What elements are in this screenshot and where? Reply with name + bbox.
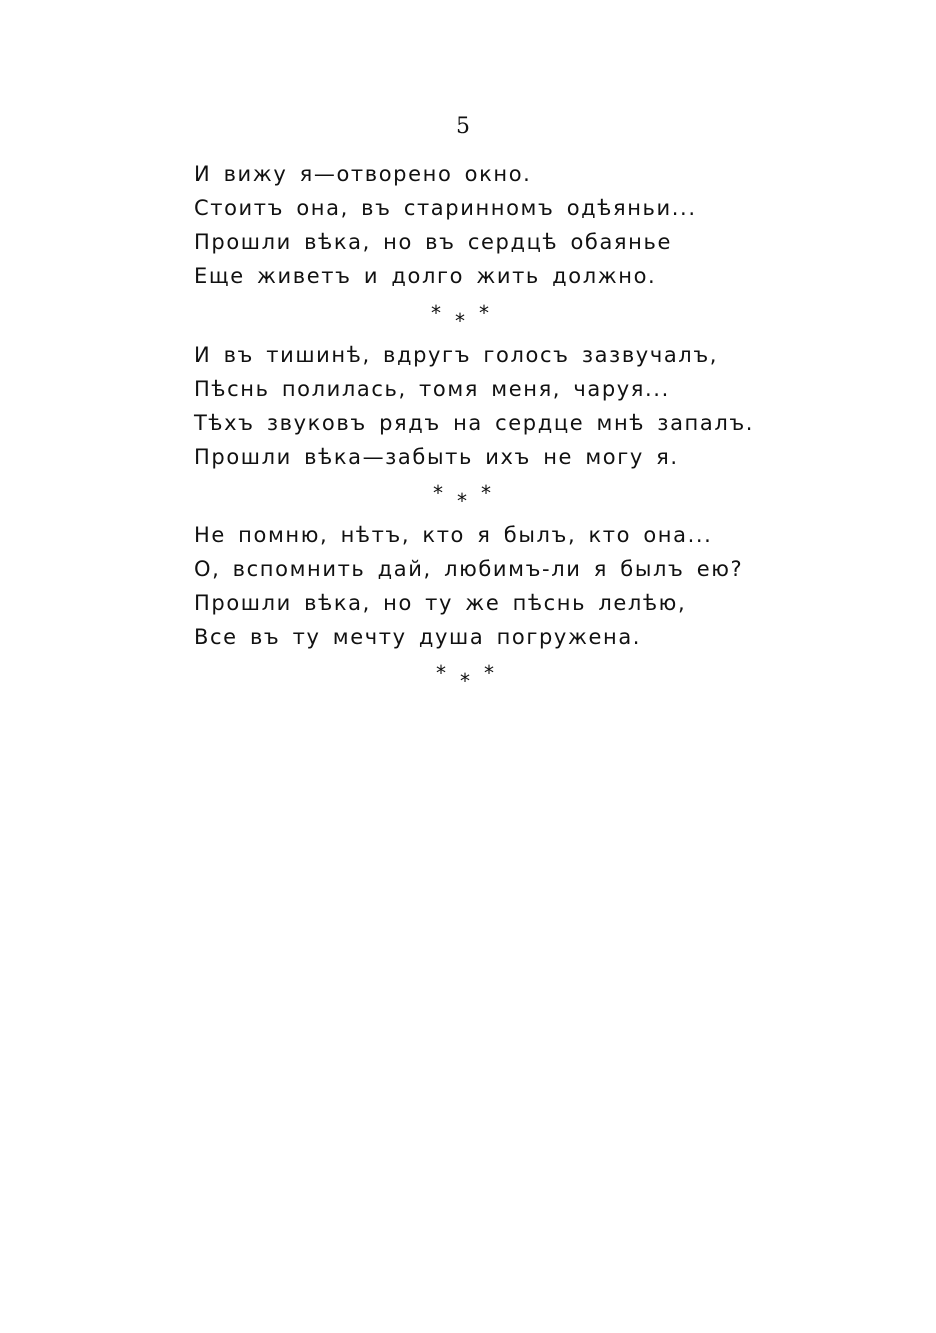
asterisk: * — [433, 481, 443, 505]
verse-line: Все въ ту мечту душа погружена. — [194, 625, 642, 649]
verse-line: Не помню, нѣтъ, кто я былъ, кто она... — [194, 523, 713, 547]
asterism-divider — [433, 483, 513, 517]
verse-line: О, вспомнить дай, любимъ-ли я былъ ею? — [194, 557, 744, 581]
stanza-2 — [194, 338, 794, 474]
stanza-3 — [194, 518, 794, 654]
verse-line: Тѣхъ звуковъ рядъ на сердце мнѣ запалъ. — [194, 411, 755, 435]
page-number: 5 — [456, 114, 470, 139]
asterisk: * — [457, 489, 467, 513]
verse-line: Прошли вѣка, но ту же пѣснь лелѣю, — [194, 591, 687, 615]
verse-line: Стоитъ она, въ старинномъ одѣяньи... — [194, 196, 697, 220]
verse-line: И вижу я—отворено окно. — [194, 162, 532, 186]
verse-line: И въ тишинѣ, вдругъ голосъ зазвучалъ, — [194, 343, 719, 367]
verse-line: Прошли вѣка, но въ сердцѣ обаянье — [194, 230, 672, 254]
stanza-1 — [194, 157, 794, 293]
asterism-divider — [436, 663, 516, 697]
asterisk: * — [436, 661, 446, 685]
verse-line: Пѣснь полилась, томя меня, чаруя... — [194, 377, 670, 401]
asterisk: * — [460, 669, 470, 693]
asterisk: * — [481, 481, 491, 505]
asterisk: * — [455, 309, 465, 333]
verse-line: Прошли вѣка—забыть ихъ не могу я. — [194, 445, 679, 469]
asterisk: * — [431, 301, 441, 325]
asterisk: * — [479, 301, 489, 325]
asterism-divider — [431, 303, 511, 337]
asterisk: * — [484, 661, 494, 685]
verse-line: Еще живетъ и долго жить должно. — [194, 264, 657, 288]
